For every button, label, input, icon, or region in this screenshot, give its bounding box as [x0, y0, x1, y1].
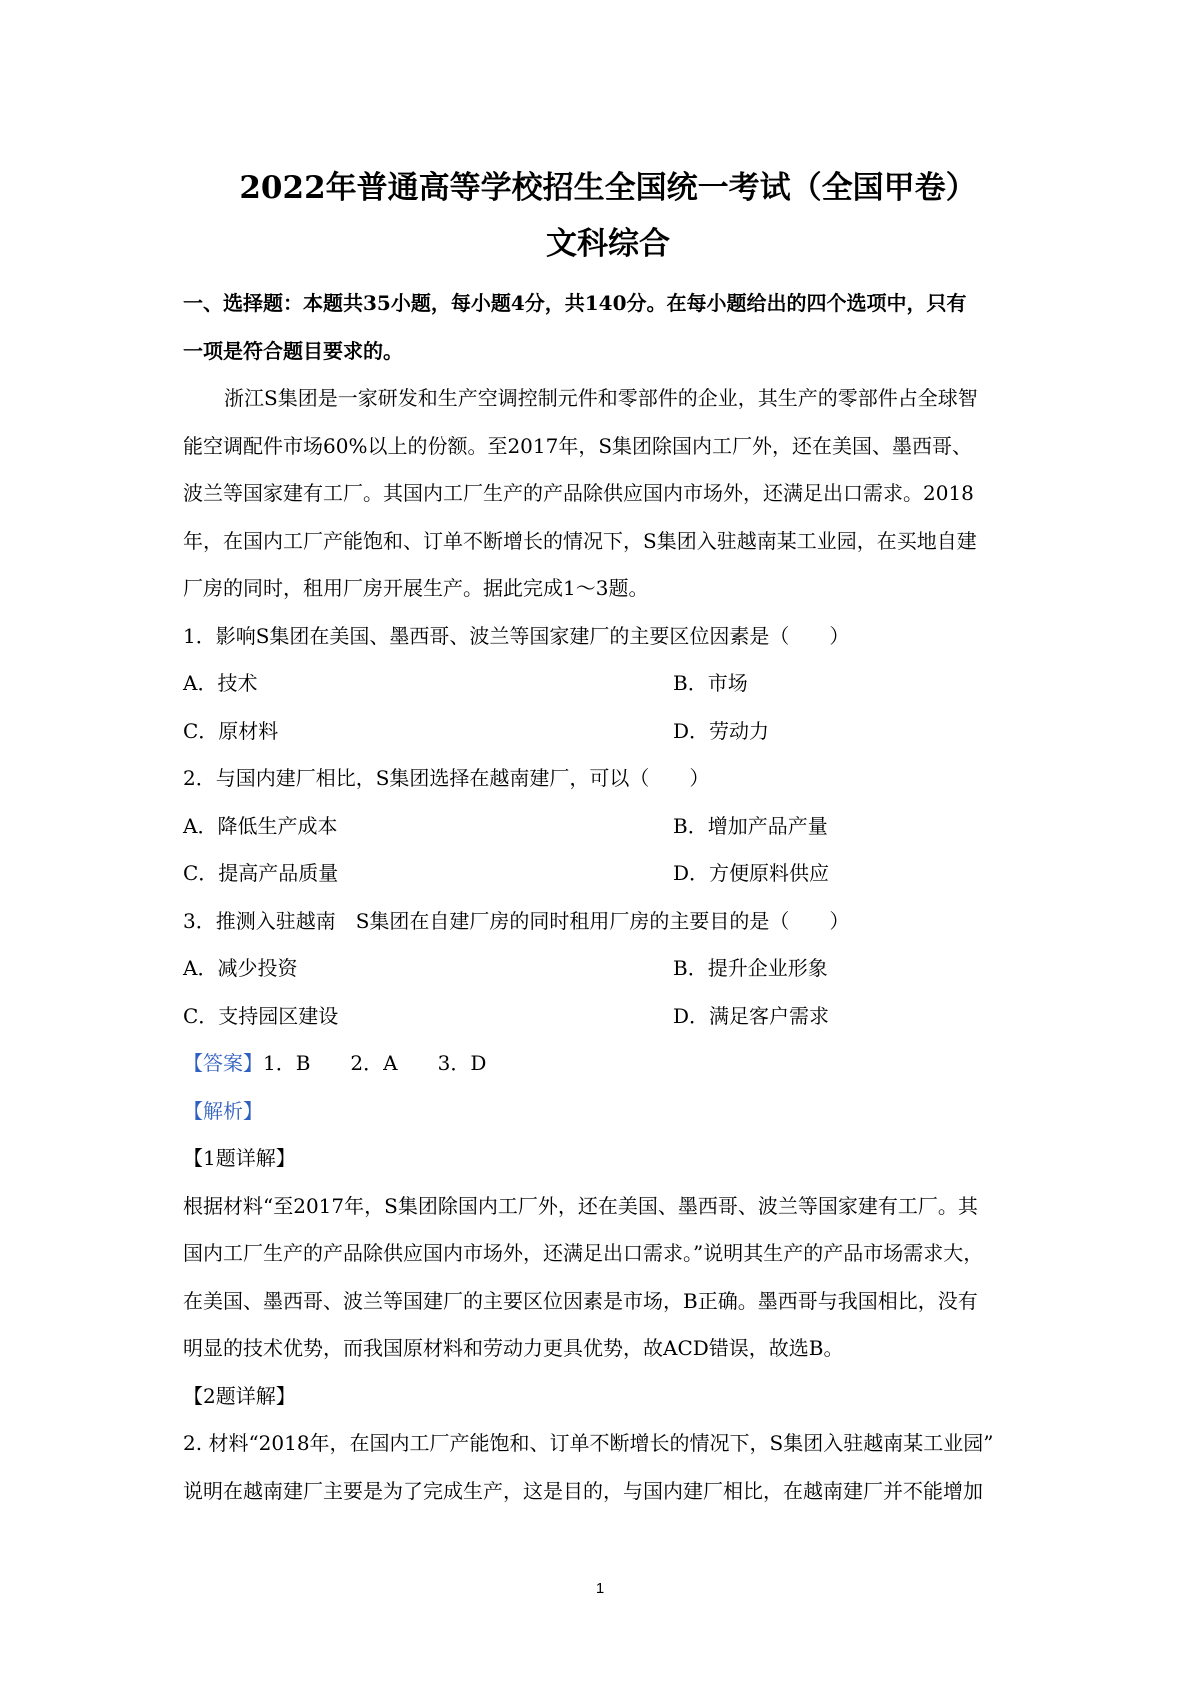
passage-line-2: 能空调配件市场60%以上的份额。至2017年，S集团除国内工厂外，还在美国、墨西哥、	[183, 433, 973, 458]
section-instruction-line-1: 一、选择题：本题共35小题，每小题4分，共140分。在每小题给出的四个选项中，只有	[183, 291, 967, 315]
question-1-options-row-2	[183, 708, 1033, 756]
question-2-options-row-1	[183, 803, 1033, 851]
page-content	[183, 170, 1033, 1515]
question-3-option-b: B．提升企业形象	[673, 956, 828, 980]
question-1-option-b: B．市场	[673, 671, 748, 695]
answer-text: 1．B 2．A 3．D	[263, 1051, 487, 1075]
question-2-option-c: C．提高产品质量	[183, 861, 339, 885]
question-3-option-d: D．满足客户需求	[673, 1003, 830, 1028]
analysis-line	[183, 1088, 1033, 1136]
question-3-options-row-1	[183, 945, 1033, 993]
question-2-stem: 2．与国内建厂相比，S集团选择在越南建厂，可以（ ）	[183, 766, 710, 790]
passage-line-5: 厂房的同时，租用厂房开展生产。据此完成1～3题。	[183, 576, 649, 600]
passage-line-1: 浙江S集团是一家研发和生产空调控制元件和零部件的企业，其生产的零部件占全球智	[224, 386, 978, 410]
question-3-option-a: A．减少投资	[183, 956, 298, 980]
question-1-options-row-1	[183, 660, 1033, 708]
exam-subtitle: 文科综合	[546, 226, 670, 262]
detail-1-line-4: 明显的技术优势，而我国原材料和劳动力更具优势，故ACD错误，故选B。	[183, 1336, 844, 1360]
detail-2-heading: 【2题详解】	[183, 1383, 296, 1408]
detail-1-heading: 【1题详解】	[183, 1146, 296, 1170]
answer-label: 【答案】	[183, 1051, 263, 1075]
question-1-option-c: C．原材料	[183, 718, 279, 743]
question-2-option-a: A．降低生产成本	[183, 813, 338, 838]
question-1-option-a: A．技术	[183, 671, 258, 695]
passage-line-3: 波兰等国家建有工厂。其国内工厂生产的产品除供应国内市场外，还满足出口需求。2018	[183, 481, 974, 505]
detail-2-line-2: 说明在越南建厂主要是为了完成生产，这是目的，与国内建厂相比，在越南建厂并不能增加	[183, 1478, 983, 1503]
page-number: 1	[595, 1580, 605, 1597]
question-3-stem: 3．推测入驻越南 S集团在自建厂房的同时租用厂房的主要目的是（ ）	[183, 908, 850, 933]
question-1-option-d: D．劳动力	[673, 718, 770, 743]
question-2-option-b: B．增加产品产量	[673, 813, 828, 838]
section-instruction-line-2: 一项是符合题目要求的。	[183, 338, 403, 363]
detail-1-line-2: 国内工厂生产的产品除供应国内市场外，还满足出口需求。”说明其生产的产品市场需求大，	[183, 1241, 984, 1265]
passage-line-4: 年，在国内工厂产能饱和、订单不断增长的情况下，S集团入驻越南某工业园，在买地自建	[183, 528, 977, 553]
detail-2-line-1: 2. 材料“2018年，在国内工厂产能饱和、订单不断增长的情况下，S集团入驻越南某工业园”	[183, 1431, 994, 1455]
question-2-option-d: D．方便原料供应	[673, 861, 830, 885]
question-3-option-c: C．支持园区建设	[183, 1003, 339, 1028]
question-3-options-row-2	[183, 993, 1033, 1041]
exam-title: 2022年普通高等学校招生全国统一考试（全国甲卷）	[239, 170, 977, 206]
question-1-stem: 1．影响S集团在美国、墨西哥、波兰等国家建厂的主要区位因素是（ ）	[183, 623, 850, 648]
answer-line	[183, 1040, 1033, 1088]
detail-1-line-3: 在美国、墨西哥、波兰等国建厂的主要区位因素是市场，B正确。墨西哥与我国相比，没有	[183, 1288, 978, 1313]
analysis-label: 【解析】	[183, 1098, 263, 1123]
detail-1-line-1: 根据材料“至2017年，S集团除国内工厂外，还在美国、墨西哥、波兰等国家建有工厂。其	[183, 1193, 978, 1218]
question-2-options-row-2	[183, 850, 1033, 898]
